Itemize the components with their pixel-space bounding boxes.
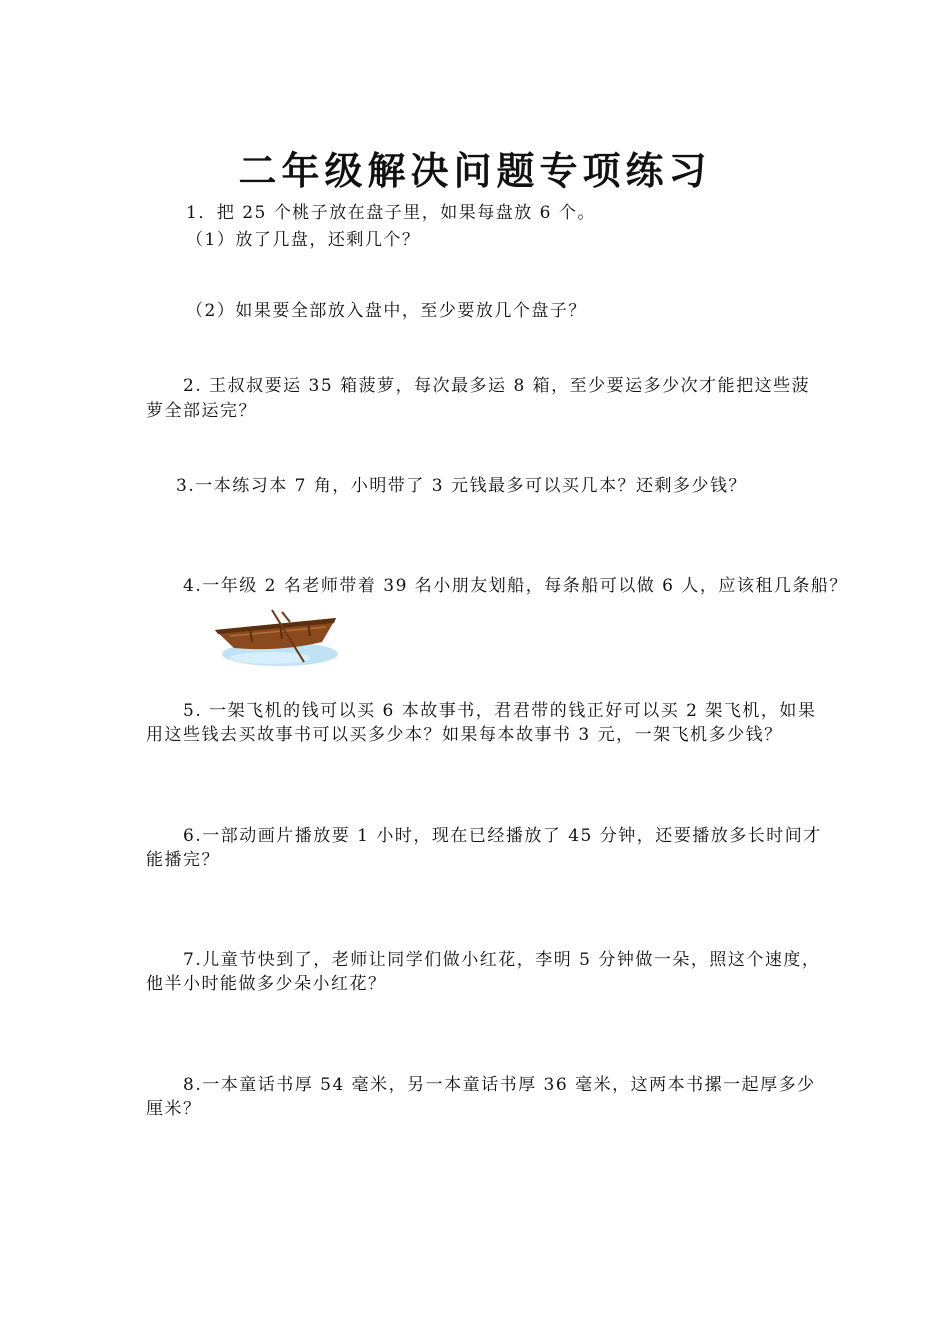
page-title: 二年级解决问题专项练习: [238, 148, 712, 193]
question-2-line-1: 2. 王叔叔要运 35 箱菠萝，每次最多运 8 箱，至少要运多少次才能把这些菠: [183, 376, 811, 396]
question-4-line-1: 4.一年级 2 名老师带着 39 名小朋友划船，每条船可以做 6 人，应该租几条船？: [183, 576, 848, 596]
question-7-line-2: 他半小时能做多少朵小红花？: [146, 974, 387, 994]
question-6-line-2: 能播完？: [146, 850, 220, 870]
question-1-stem: 1．把 25 个桃子放在盘子里，如果每盘放 6 个。: [186, 203, 596, 223]
rowboat-icon: [210, 608, 345, 680]
question-8-line-2: 厘米？: [146, 1099, 202, 1119]
question-8-line-1: 8.一本童话书厚 54 毫米，另一本童话书厚 36 毫米，这两本书摞一起厚多少: [183, 1075, 816, 1095]
question-7-line-1: 7.儿童节快到了，老师让同学们做小红花，李明 5 分钟做一朵，照这个速度，: [183, 950, 821, 970]
question-5-line-2: 用这些钱去买故事书可以买多少本？如果每本故事书 3 元，一架飞机多少钱？: [146, 725, 783, 745]
question-1-part-2: （2）如果要全部放入盘中，至少要放几个盘子？: [186, 301, 587, 321]
question-1-part-1: （1）放了几盘，还剩几个？: [186, 230, 421, 250]
question-3-line-1: 3.一本练习本 7 角，小明带了 3 元钱最多可以买几本？还剩多少钱？: [176, 476, 747, 496]
question-2-line-2: 萝全部运完？: [146, 401, 257, 421]
question-6-line-1: 6.一部动画片播放要 1 小时，现在已经播放了 45 分钟，还要播放多长时间才: [183, 826, 822, 846]
question-5-line-1: 5. 一架飞机的钱可以买 6 本故事书，君君带的钱正好可以买 2 架飞机，如果: [183, 701, 817, 721]
